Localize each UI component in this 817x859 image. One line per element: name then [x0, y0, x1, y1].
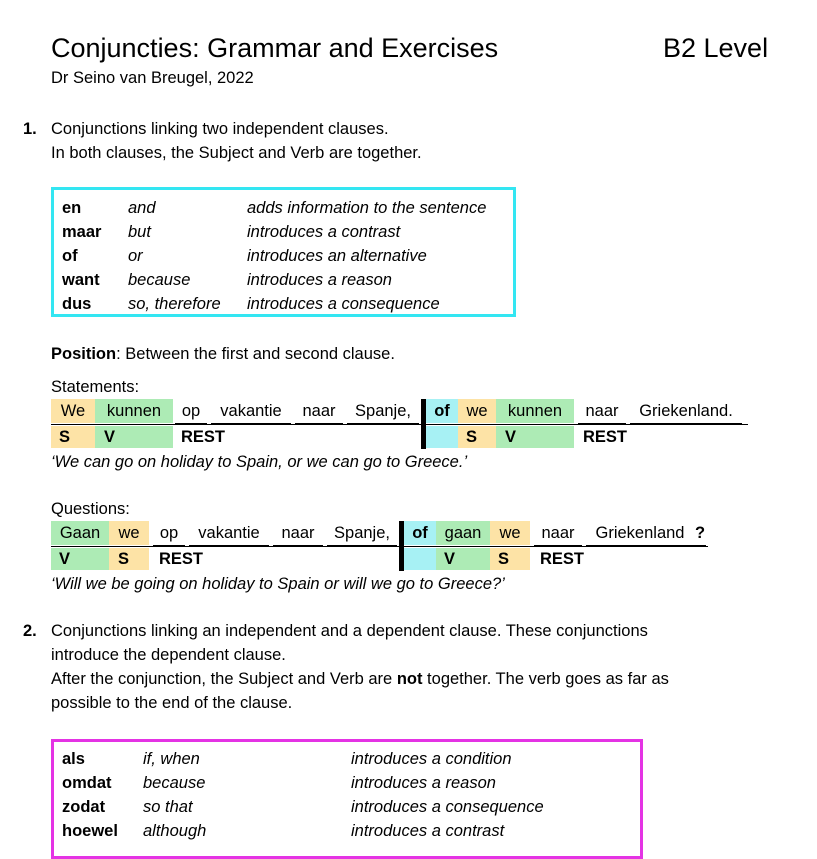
question-tag-verb: V: [436, 548, 490, 570]
statement-tag-verb: V: [496, 426, 574, 448]
section2-line1: Conjunctions linking an independent and a dependent clause. These conjunctions: [51, 622, 648, 640]
section2-line2: introduce the dependent clause.: [51, 646, 286, 664]
table1-translation: but: [128, 223, 151, 241]
table2-word: hoewel: [62, 822, 118, 840]
statement-tag-rest: REST: [583, 428, 628, 446]
page-title: Conjuncties: Grammar and Exercises: [51, 33, 499, 63]
table2-translation: although: [143, 822, 207, 840]
table1-function: introduces an alternative: [247, 247, 427, 265]
position-line: [51, 342, 395, 366]
statement-word: We: [51, 399, 95, 423]
statement-tag-conj: [426, 426, 458, 448]
table1-function: introduces a contrast: [247, 223, 401, 241]
table1-row: [62, 220, 512, 244]
table1-word: dus: [62, 295, 92, 313]
question-tag-verb: V: [51, 548, 109, 570]
statement-translation: ‘We can go on holiday to Spain, or we can go to Greece.’: [51, 453, 468, 471]
section2-not: not: [396, 670, 423, 688]
table1-row: [62, 244, 512, 268]
statement-tag-subject: S: [458, 426, 496, 448]
table1-word: en: [62, 199, 82, 217]
table2-function: introduces a condition: [351, 750, 512, 768]
table2-word: omdat: [62, 774, 112, 792]
table1-word: of: [62, 247, 78, 265]
table1-function: introduces a consequence: [247, 295, 440, 313]
table2-row: [62, 771, 632, 795]
table1-translation: so, therefore: [128, 295, 221, 313]
level-label: B2 Level: [663, 33, 769, 63]
table1-translation: because: [128, 271, 191, 289]
question-word: naar: [273, 521, 323, 546]
table1-function: adds information to the sentence: [247, 199, 487, 217]
table1-translation: and: [128, 199, 156, 217]
question-conjunction: of: [404, 521, 436, 545]
table1-function: introduces a reason: [247, 271, 392, 289]
table1-row: [62, 268, 512, 292]
statement-word: vakantie: [211, 399, 291, 424]
question-rule: [51, 546, 708, 547]
table1-row: [62, 196, 512, 220]
position-text: : Between the first and second clause.: [116, 345, 395, 363]
question-tag-rest: REST: [540, 550, 585, 568]
table2-row: [62, 795, 632, 819]
question-tag-subject: S: [109, 548, 149, 570]
question-word: vakantie: [189, 521, 269, 546]
question-word: gaan: [436, 521, 490, 545]
section2-line3a: After the conjunction, the Subject and Verb are: [51, 670, 397, 688]
section1-line2: In both clauses, the Subject and Verb are together.: [51, 144, 422, 162]
table2-translation: if, when: [143, 750, 200, 768]
table2-translation: so that: [143, 798, 193, 816]
conjunction-table-2: [51, 739, 643, 859]
table2-word: als: [62, 750, 85, 768]
question-word: Griekenland: [586, 521, 694, 546]
question-tag-subject: S: [490, 548, 530, 570]
table1-word: want: [62, 271, 100, 289]
section1-line1: Conjunctions linking two independent clauses.: [51, 120, 389, 138]
statement-word: naar: [295, 399, 343, 424]
position-label: Position: [51, 345, 117, 363]
table2-row: [62, 747, 632, 771]
statement-word: kunnen: [95, 399, 173, 423]
question-word: we: [109, 521, 149, 545]
table1-word: maar: [62, 223, 102, 241]
question-word: op: [153, 521, 185, 546]
table2-function: introduces a consequence: [351, 798, 544, 816]
statement-conjunction: of: [426, 399, 458, 423]
statement-word: Griekenland.: [630, 399, 742, 424]
statement-rule: [51, 424, 748, 425]
section2-number: 2.: [23, 622, 37, 640]
question-tag-conj: [404, 548, 436, 570]
author-line: Dr Seino van Breugel, 2022: [51, 69, 254, 87]
table2-function: introduces a contrast: [351, 822, 505, 840]
statement-tag-verb: V: [95, 426, 173, 448]
table2-translation: because: [143, 774, 206, 792]
statement-word: Spanje,: [347, 399, 419, 424]
question-translation: ‘Will we be going on holiday to Spain or will we go to Greece?’: [51, 575, 505, 593]
statement-tag-subject: S: [51, 426, 95, 448]
section1-number: 1.: [23, 120, 37, 138]
question-word: naar: [534, 521, 582, 546]
question-tag-rest: REST: [159, 550, 204, 568]
statement-word: kunnen: [496, 399, 574, 423]
table2-function: introduces a reason: [351, 774, 496, 792]
statement-word: op: [175, 399, 207, 424]
statement-word: we: [458, 399, 496, 423]
table2-word: zodat: [62, 798, 106, 816]
table2-row: [62, 819, 632, 843]
section2-line3: [51, 667, 669, 691]
table1-row: [62, 292, 512, 316]
statement-tag-rest: REST: [181, 428, 226, 446]
table1-translation: or: [128, 247, 143, 265]
section2-line3c: together. The verb goes as far as: [422, 670, 669, 688]
questions-label: Questions:: [51, 500, 130, 518]
question-word: we: [490, 521, 530, 545]
question-word: Spanje,: [327, 521, 397, 546]
question-mark: ?: [694, 521, 706, 546]
conjunction-table-1: [51, 187, 516, 317]
statement-word: naar: [578, 399, 626, 424]
section2-line4: possible to the end of the clause.: [51, 694, 293, 712]
statements-label: Statements:: [51, 378, 140, 396]
question-word: Gaan: [51, 521, 109, 545]
